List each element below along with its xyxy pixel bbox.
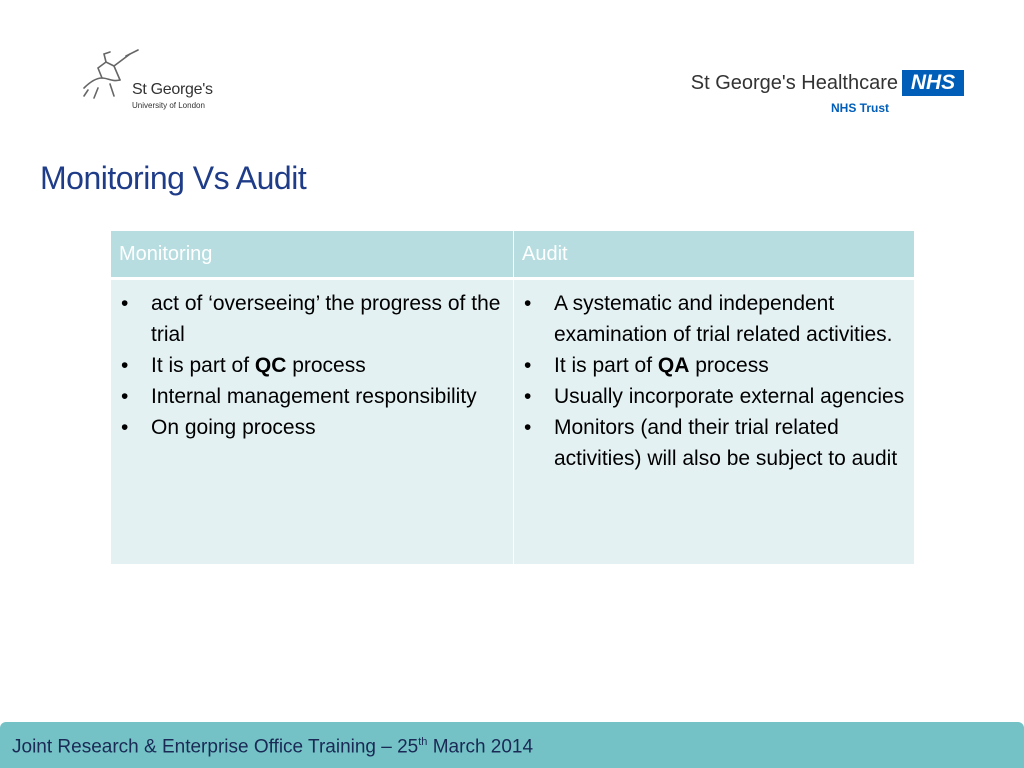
item-text-before: It is part of bbox=[554, 354, 658, 377]
list-item bbox=[151, 381, 505, 412]
list-item bbox=[554, 288, 906, 350]
footer-text-after: March 2014 bbox=[427, 736, 534, 758]
list-item bbox=[151, 288, 505, 350]
nhs-badge: NHS bbox=[902, 70, 964, 96]
slide-title: Monitoring Vs Audit bbox=[40, 160, 307, 196]
audit-cell bbox=[514, 279, 915, 565]
item-text-after: process bbox=[286, 354, 366, 377]
monitoring-cell bbox=[111, 279, 514, 565]
footer-text-before: Joint Research & Enterprise Office Training – 25 bbox=[12, 736, 419, 758]
monitoring-header: Monitoring bbox=[111, 231, 514, 279]
item-text: act of ‘overseeing’ the progress of the trial bbox=[151, 292, 501, 346]
table-row bbox=[111, 279, 915, 565]
comparison-table bbox=[110, 230, 915, 565]
footer-bar bbox=[0, 722, 1024, 768]
st-georges-university-logo bbox=[80, 48, 230, 118]
item-text-bold: QC bbox=[254, 354, 287, 377]
audit-list bbox=[522, 288, 906, 474]
monitoring-list bbox=[119, 288, 505, 443]
list-item bbox=[151, 350, 505, 381]
nhs-trust-label: NHS Trust bbox=[830, 101, 889, 115]
knight-on-horse-icon bbox=[80, 48, 140, 100]
item-text: On going process bbox=[151, 416, 316, 439]
university-subtitle: University of London bbox=[132, 101, 205, 110]
st-georges-healthcare-logo bbox=[664, 68, 964, 120]
list-item bbox=[554, 381, 906, 412]
footer-superscript: th bbox=[418, 736, 428, 748]
list-item bbox=[554, 350, 906, 381]
item-text: Usually incorporate external agencies bbox=[554, 385, 905, 408]
healthcare-name: St George's Healthcare bbox=[690, 72, 898, 94]
list-item bbox=[151, 412, 505, 443]
footer-text bbox=[12, 736, 533, 758]
table-header-row bbox=[111, 231, 915, 279]
item-text: Internal management responsibility bbox=[151, 385, 477, 408]
item-text: A systematic and independent examination of trial related activities. bbox=[554, 292, 893, 346]
audit-header: Audit bbox=[514, 231, 915, 279]
item-text-bold: QA bbox=[657, 354, 690, 377]
list-item bbox=[554, 412, 906, 474]
university-name: St George's bbox=[132, 81, 213, 98]
item-text: Monitors (and their trial related activities) will also be subject to audit bbox=[554, 416, 898, 470]
item-text-before: It is part of bbox=[151, 354, 255, 377]
item-text-after: process bbox=[689, 354, 769, 377]
